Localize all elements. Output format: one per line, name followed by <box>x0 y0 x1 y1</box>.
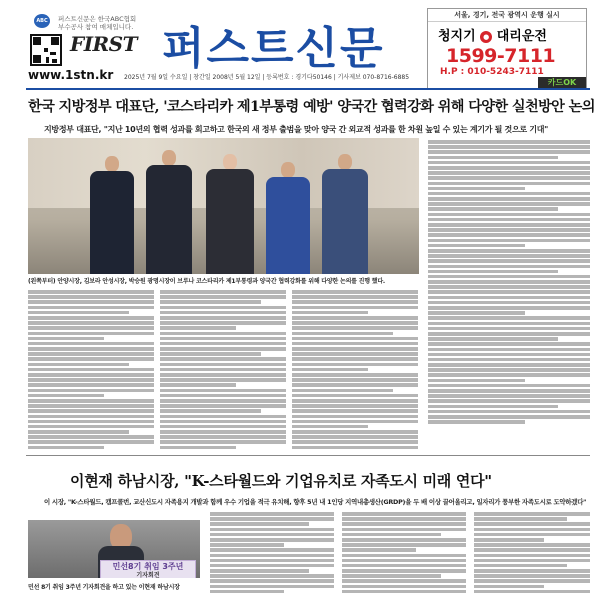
ad-service-area: 서울, 경기, 전국 광역시 운행 실시 <box>428 9 586 22</box>
article-1-photo-caption: (왼쪽부터) 안양시장, 김보라 안성시장, 박승원 광명시장이 브루나 코스타리카 제1부통령과 양국간 협력강화를 위해 다양한 논의를 진행 했다. <box>28 278 386 285</box>
ad-mobile-number: H.P : 010-5243-7111 <box>440 67 544 77</box>
abc-logo-icon: ABC <box>34 14 50 28</box>
article-2-photo-caption: 민선 8기 취임 3주년 기자회견을 하고 있는 이현재 하남시장 <box>28 584 180 591</box>
tagline-line-1: 퍼스트신문은 한국ABC협회 <box>58 15 137 23</box>
newspaper-title: 퍼스트신문 <box>162 23 385 74</box>
article-2-subheadline: 이 시장, "K-스타월드, 캠프콜번, 교산신도시 자족용지 개발과 함께 우수 기업을 적극 유치해, 향후 5년 내 1인당 지역내총생산(GRDP)을 두 배 이상 끌어올리고, 일자리가 풍부한 자족도시로 도약하겠다" <box>44 498 587 506</box>
ad-phone-number: 1599-7111 <box>446 45 556 67</box>
article-1-body-col-1 <box>28 290 154 451</box>
ad-brand: 청지기 ● 대리운전 <box>438 29 547 44</box>
tagline-line-2: 부수공사 참여 매체입니다. <box>58 23 134 31</box>
article-2-body-col-1 <box>210 512 334 595</box>
article-2-photo <box>28 520 200 578</box>
article-2-body-col-2 <box>342 512 466 595</box>
article-2-body-col-3 <box>474 512 590 595</box>
article-divider <box>26 455 590 456</box>
article-2-headline[interactable]: 이현재 하남시장, "K-스타월드와 기업유치로 자족도시 미래 연다" <box>70 472 492 490</box>
issue-info: 2025년 7월 9일 수요일 | 창간일 2008년 5월 12일 | 등록번호 : 경기다50146 | 기사제보 070-8716-6885 <box>124 74 410 81</box>
article-1-subheadline: 지방정부 대표단, "지난 10년의 협력 성과를 회고하고 한국의 새 정부 출범을 맞아 양국 간 외교적 성과를 한 차원 높일 수 있는 계기가 될 것으로 기대" <box>44 125 549 134</box>
url-row <box>28 68 428 84</box>
article-1-photo <box>28 138 419 274</box>
ad-card-ok-badge: 카드OK <box>538 77 586 89</box>
article-1-body-col-2 <box>160 290 286 451</box>
driver-service-ad[interactable] <box>427 8 587 90</box>
masthead-divider <box>26 88 590 90</box>
article-1-headline[interactable]: 한국 지방정부 대표단, '코스타리카 제1부통령 예방' 양국간 협력강화 위해 다양한 실천방안 논의 <box>28 99 595 115</box>
site-url-link[interactable]: www.1stn.kr <box>28 68 114 82</box>
article-1-body-col-3 <box>292 290 418 451</box>
ad-brand-dot-icon: ● <box>480 31 492 43</box>
press-conference-banner: 민선8기 취임 3주년 기자회견 <box>100 560 196 578</box>
masthead <box>0 0 600 90</box>
first-logo: FIRST <box>70 32 138 56</box>
article-1-body-col-4 <box>428 140 590 425</box>
qr-code-icon[interactable] <box>30 34 62 66</box>
